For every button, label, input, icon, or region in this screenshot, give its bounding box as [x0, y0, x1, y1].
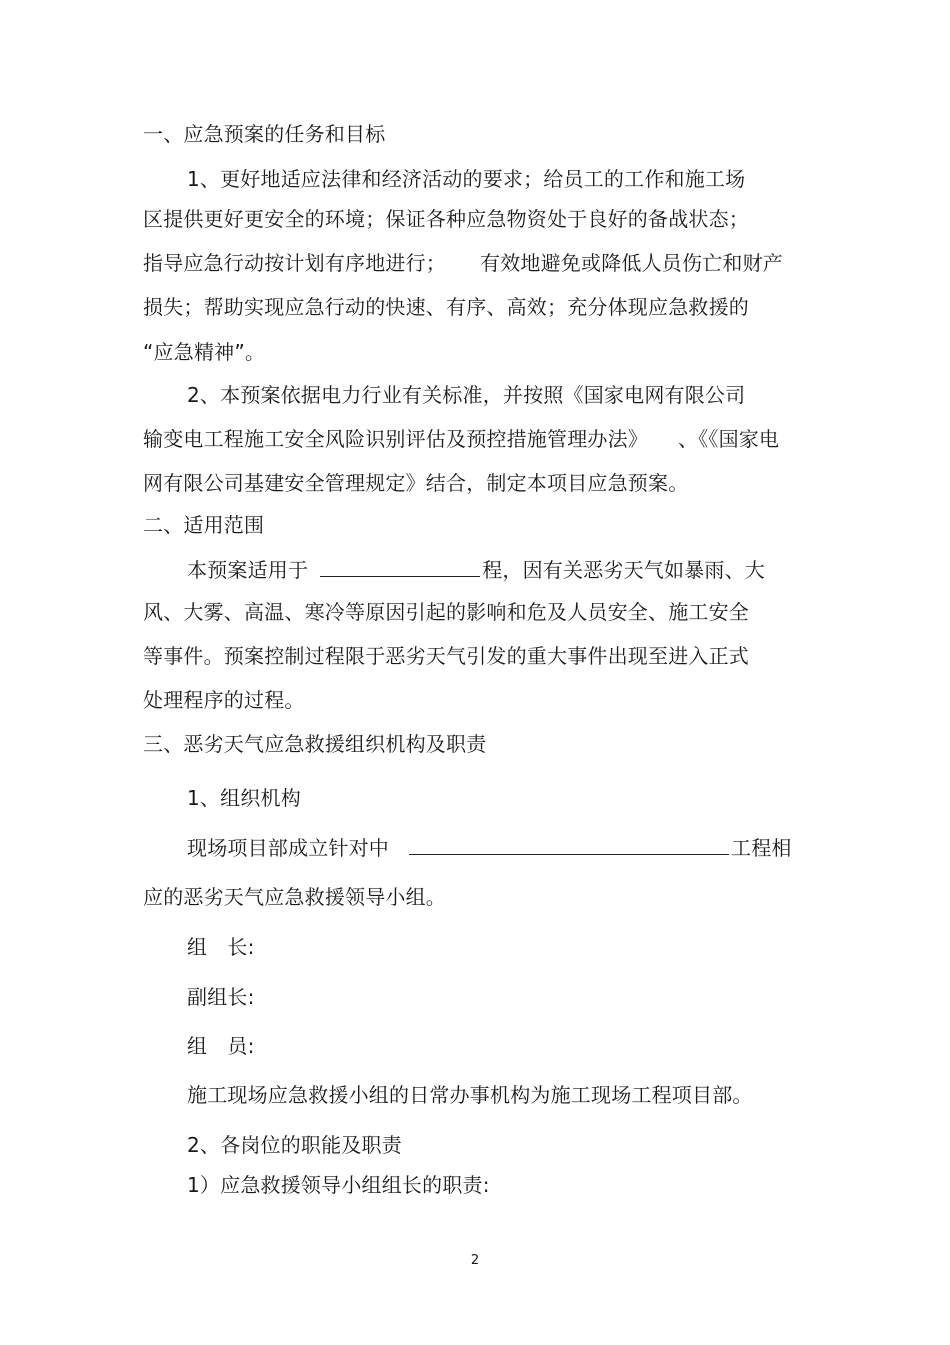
- paragraph-2-line-1: 2、本预案依据电力行业有关标准，并按照《国家电网有限公司: [187, 383, 746, 407]
- paragraph-4-line-1: [187, 834, 792, 861]
- paragraph-2-line-2: [143, 426, 779, 452]
- project-name-blank-2: [409, 834, 729, 855]
- paragraph-4-line-1a: 现场项目部成立针对中: [187, 836, 389, 860]
- paragraph-1-line-4: 损失；帮助实现应急行动的快速、有序、高效；充分体现应急救援的: [143, 295, 749, 319]
- paragraph-1-line-3a: 指导应急行动按计划有序地进行；: [143, 251, 446, 275]
- paragraph-1-line-3b: 有效地避免或降低人员伤亡和财产: [480, 251, 783, 275]
- role-member: 组 员:: [187, 1034, 255, 1058]
- paragraph-1-line-2: 区提供更好更安全的环境；保证各种应急物资处于良好的备战状态；: [143, 207, 749, 231]
- section-heading-3: 三、恶劣天气应急救援组织机构及职责: [143, 732, 487, 756]
- project-name-blank: [320, 556, 480, 577]
- office-statement: 施工现场应急救援小组的日常办事机构为施工现场工程项目部。: [187, 1083, 753, 1107]
- paragraph-4-line-2: 应的恶劣天气应急救援领导小组。: [143, 885, 446, 909]
- paragraph-3-line-1: [187, 556, 765, 583]
- subheading-duties: 2、各岗位的职能及职责: [187, 1133, 402, 1157]
- subheading-organization: 1、组织机构: [187, 786, 301, 810]
- role-deputy-leader: 副组长:: [187, 985, 255, 1009]
- paragraph-3-line-4: 处理程序的过程。: [143, 688, 305, 712]
- role-leader: 组 长:: [187, 935, 255, 959]
- paragraph-2-line-2a: 输变电工程施工安全风险识别评估及预控措施管理办法》: [143, 427, 648, 451]
- paragraph-1-line-1: 1、更好地适应法律和经济活动的要求；给员工的工作和施工场: [187, 167, 746, 191]
- paragraph-3-line-1a: 本预案适用于: [187, 558, 309, 582]
- paragraph-1-line-3: [143, 250, 783, 276]
- list-item-leader-duties: 1）应急救援领导小组组长的职责:: [187, 1173, 490, 1197]
- paragraph-4-line-1b: 工程相: [731, 836, 792, 860]
- paragraph-2-line-2b: 、《《国家电: [678, 427, 780, 451]
- section-heading-1: 一、应急预案的任务和目标: [143, 122, 386, 146]
- paragraph-2-line-3: 网有限公司基建安全管理规定》结合，制定本项目应急预案。: [143, 471, 689, 495]
- page-number: 2: [470, 1253, 480, 1268]
- paragraph-1-line-5: “应急精神”。: [143, 340, 266, 364]
- paragraph-3-line-1b: 程，因有关恶劣天气如暴雨、大: [482, 558, 766, 582]
- section-heading-2: 二、适用范围: [143, 513, 265, 537]
- paragraph-3-line-2: 风、大雾、高温、寒冷等原因引起的影响和危及人员安全、施工安全: [143, 600, 749, 624]
- paragraph-3-line-3: 等事件。预案控制过程限于恶劣天气引发的重大事件出现至进入正式: [143, 644, 749, 668]
